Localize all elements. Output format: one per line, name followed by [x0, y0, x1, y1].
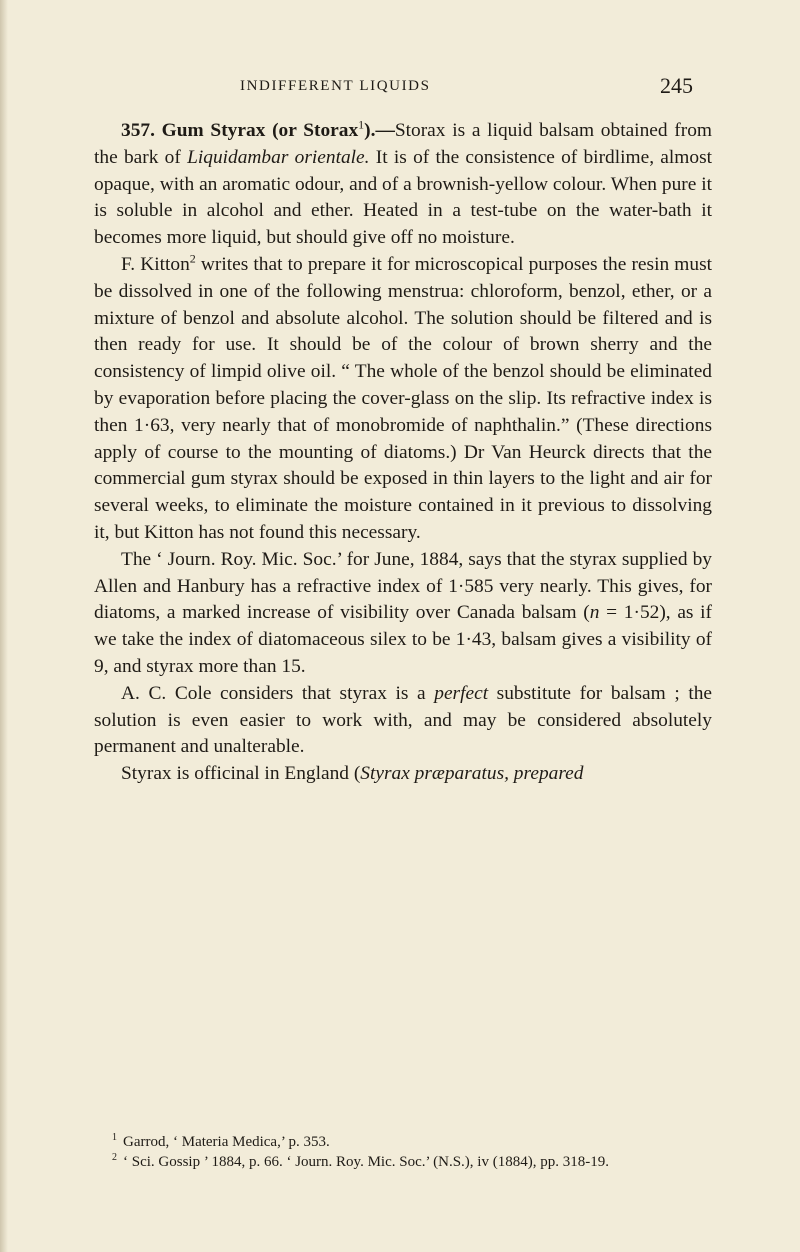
paragraph-text: substitute for balsam ; the solution is even easier to work with, and may be considered absolutely permanent and unalterable.	[94, 682, 713, 758]
footnote-mark: 1	[112, 1132, 117, 1143]
footnote-mark: 2	[112, 1152, 117, 1163]
paragraph-journal	[94, 547, 712, 681]
footnote	[94, 1152, 712, 1172]
section-title-close: ).—	[364, 120, 395, 141]
footnote-ref-1: 1	[358, 117, 365, 132]
emphasis-perfect: perfect	[434, 682, 489, 704]
page-edge-shadow	[0, 0, 8, 1252]
paragraph-text: Storax is a liquid balsam obtained from the bark of	[94, 120, 712, 168]
paragraph-text: Styrax is officinal in England (	[121, 763, 361, 785]
paragraph-text: F. Kitton	[121, 253, 190, 275]
paragraph-officinal	[94, 761, 712, 788]
latin-name: Styrax præparatus, prepared	[360, 763, 584, 785]
paragraph-text: writes that to prepare it for microscopical purposes the resin must be dissolved in one of the following menstrua: chloroform, benzol, ether, or a mixture of benzol and absolute alcohol. The solution should be filtered and is then ready for use. It should be of the colour of brown sherry and the consistency of limpid olive oil. “ The whole of the benzol should be eliminated by evaporation before placing the cover-glass on the slip. Its refractive index is then 1·63, very nearly that of monobromide of naphthalin.” (These directions apply of course to the mounting of diatoms.) Dr Van Heurck directs that the commercial gum styrax should be exposed in thin layers to the light and air for several weeks, to eliminate the moisture contained in it previous to dissolving it, but Kitton has not found this necessary.	[94, 253, 713, 543]
paragraph-gum-styrax	[94, 118, 712, 252]
paragraph-cole	[94, 681, 712, 761]
symbol-n: n	[589, 602, 600, 624]
footnote	[94, 1132, 712, 1152]
paragraph-kitton	[94, 252, 712, 547]
running-head: INDIFFERENT LIQUIDS	[240, 78, 431, 94]
footnotes	[94, 1132, 712, 1172]
section-title: Gum Styrax (or Storax	[161, 120, 359, 141]
species-name: Liquidambar orientale.	[187, 146, 370, 168]
paragraph-text: A. C. Cole considers that styrax is a	[121, 682, 435, 704]
body-text	[94, 118, 712, 788]
footnote-text: ‘ Sci. Gossip ’ 1884, p. 66. ‘ Journ. Roy. Mic. Soc.’ (N.S.), iv (1884), pp. 318-19.	[123, 1154, 609, 1170]
paragraph-text: The ‘ Journ. Roy. Mic. Soc.’ for June, 1884, says that the styrax supplied by Allen and Hanbury has a refractive index of 1·585 very nearly. This gives, for diatoms, a marked increase of visibility over Canada balsam (	[94, 548, 712, 624]
paragraph-text: It is of the consistence of birdlime, almost opaque, with an aromatic odour, and of a brownish-yellow colour. When pure it is soluble in alcohol and ether. Heated in a test-tube on the water-bath it becomes more liquid, but should give off no moisture.	[94, 146, 713, 249]
paragraph-text: = 1·52), as if we take the index of diatomaceous silex to be 1·43, balsam gives a visibility of 9, and styrax more than 15.	[94, 602, 713, 677]
page-number: 245	[660, 73, 693, 98]
footnote-text: Garrod, ‘ Materia Medica,’ p. 353.	[123, 1134, 330, 1150]
section-number: 357.	[121, 120, 155, 141]
footnote-ref-2: 2	[189, 251, 196, 266]
